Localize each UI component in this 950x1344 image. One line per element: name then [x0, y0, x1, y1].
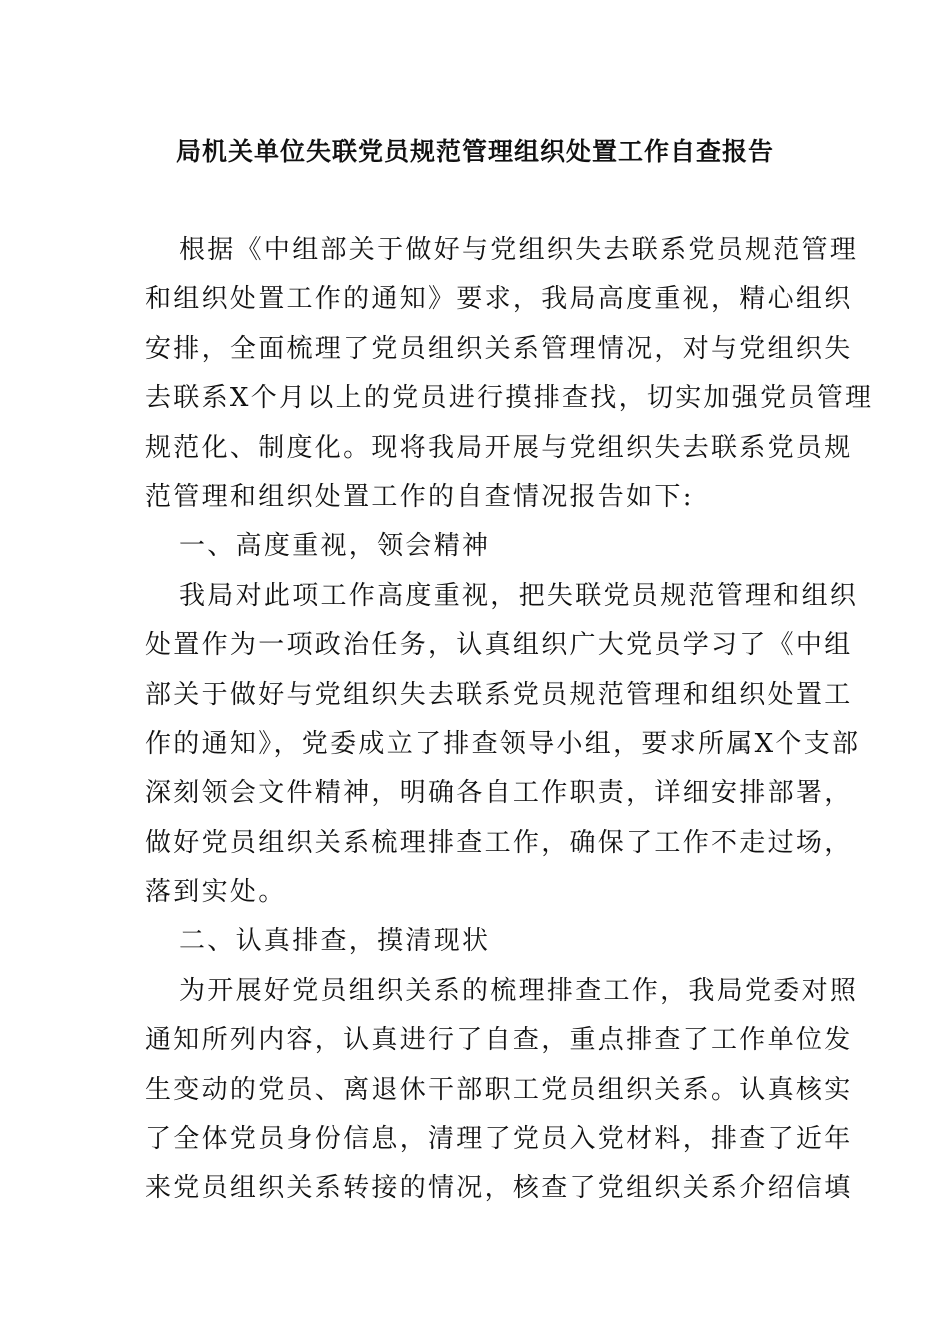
text-line: 一、高度重视，领会精神 [179, 531, 491, 562]
document-body [145, 226, 874, 1214]
text-line: 了全体党员身份信息，清理了党员入党材料，排查了近年 [145, 1124, 853, 1155]
text-line: 通知所列内容，认真进行了自查，重点排查了工作单位发 [145, 1025, 853, 1056]
text-line: 深刻领会文件精神，明确各自工作职责，详细安排部署， [145, 778, 853, 809]
text-line: 和组织处置工作的通知》要求，我局高度重视，精心组织 [145, 284, 853, 315]
text-line: 范管理和组织处置工作的自查情况报告如下: [145, 481, 694, 512]
text-line: 安排，全面梳理了党员组织关系管理情况，对与党组织失 [145, 333, 853, 364]
text-line: 我局对此项工作高度重视，把失联党员规范管理和组织 [179, 580, 859, 611]
text-line: 落到实处。 [145, 877, 287, 908]
document-title: 局机关单位失联党员规范管理组织处置工作自查报告 [175, 137, 774, 166]
text-line: 为开展好党员组织关系的梳理排查工作，我局党委对照 [179, 975, 859, 1006]
text-line: 规范化、制度化。现将我局开展与党组织失去联系党员规 [145, 432, 853, 463]
text-line: 去联系X个月以上的党员进行摸排查找，切实加强党员管理 [145, 383, 874, 414]
text-line: 来党员组织关系转接的情况，核查了党组织关系介绍信填 [145, 1173, 853, 1204]
text-line: 做好党员组织关系梳理排查工作，确保了工作不走过场， [145, 827, 853, 858]
text-line: 作的通知》，党委成立了排查领导小组，要求所属X个支部 [145, 728, 861, 759]
text-line: 部关于做好与党组织失去联系党员规范管理和组织处置工 [145, 679, 853, 710]
text-line: 二、认真排查，摸清现状 [179, 926, 491, 957]
text-line: 生变动的党员、离退休干部职工党员组织关系。认真核实 [145, 1074, 853, 1105]
text-line: 根据《中组部关于做好与党组织失去联系党员规范管理 [179, 235, 859, 265]
text-line: 处置作为一项政治任务，认真组织广大党员学习了《中组 [145, 630, 853, 661]
